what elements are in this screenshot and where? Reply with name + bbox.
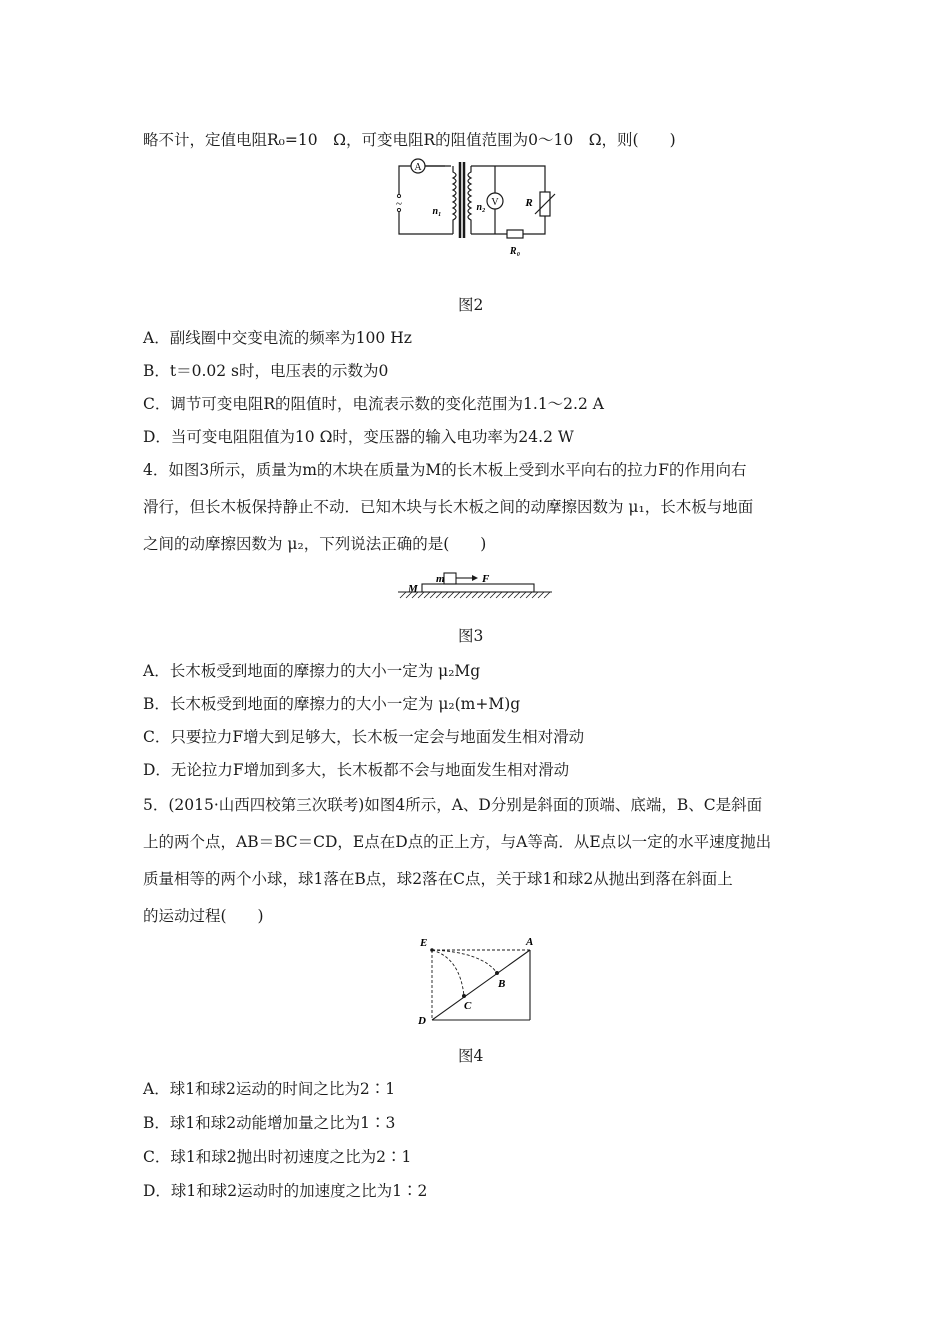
- voltmeter-label: V: [491, 197, 499, 208]
- q4-option-c: C．只要拉力F增大到足够大，长木板一定会与地面发生相对滑动: [143, 728, 585, 746]
- q4-option-a: A．长木板受到地面的摩擦力的大小一定为 μ₂Mg: [143, 662, 481, 680]
- f-label: F: [482, 573, 490, 585]
- q5-option-a: A．球1和球2运动的时间之比为2∶1: [143, 1080, 396, 1098]
- q4-option-d: D．无论拉力F增加到多大，长木板都不会与地面发生相对滑动: [143, 761, 570, 779]
- figure-2-caption: 图2: [458, 296, 484, 314]
- figure-2-circuit: [385, 158, 585, 258]
- figure-4-caption: 图4: [458, 1047, 484, 1065]
- a-label: A: [526, 936, 534, 948]
- q4-stem-line-1: 4．如图3所示，质量为m的木块在质量为M的长木板上受到水平向右的拉力F的作用向右: [143, 461, 747, 479]
- big-m-label: M: [408, 583, 418, 595]
- n1-label: n₁: [432, 206, 442, 217]
- n2-label: n₂: [476, 202, 486, 213]
- figure-4-incline: [412, 934, 552, 1034]
- ammeter-label: A: [414, 162, 422, 173]
- figure-3-caption: 图3: [458, 627, 484, 645]
- q4-stem-line-2: 滑行，但长木板保持静止不动．已知木块与长木板之间的动摩擦因数为 μ₁，长木板与地面: [143, 498, 754, 516]
- q5-option-d: D．球1和球2运动时的加速度之比为1∶2: [143, 1182, 428, 1200]
- q5-stem-line-4: 的运动过程( ): [143, 907, 264, 925]
- m-label: m: [436, 573, 445, 585]
- q5-stem-line-1: 5．(2015·山西四校第三次联考)如图4所示，A、D分别是斜面的顶端、底端，B、C是斜面: [143, 796, 763, 814]
- q3-stem-tail: 略不计，定值电阻R₀=10 Ω，可变电阻R的阻值范围为0～10 Ω，则( ): [143, 131, 676, 149]
- q3-option-d: D．当可变电阻阻值为10 Ω时，变压器的输入电功率为24.2 W: [143, 428, 574, 446]
- q5-option-c: C．球1和球2抛出时初速度之比为2∶1: [143, 1148, 412, 1166]
- d-label: D: [418, 1015, 426, 1027]
- e-label: E: [420, 937, 428, 949]
- q3-option-c: C．调节可变电阻R的阻值时，电流表示数的变化范围为1.1～2.2 A: [143, 395, 604, 413]
- q4-option-b: B．长木板受到地面的摩擦力的大小一定为 μ₂(m+M)g: [143, 695, 521, 713]
- b-label: B: [498, 978, 506, 990]
- q3-option-b: B．t＝0.02 s时，电压表的示数为0: [143, 362, 389, 380]
- q3-option-a: A．副线圈中交变电流的频率为100 Hz: [143, 329, 412, 347]
- r0-label: R₀: [509, 246, 521, 257]
- q5-stem-line-3: 质量相等的两个小球，球1落在B点，球2落在C点，关于球1和球2从抛出到落在斜面上: [143, 870, 733, 888]
- r-label: R: [525, 197, 533, 209]
- ac-source-symbol: ~: [396, 198, 402, 210]
- q5-stem-line-2: 上的两个点，AB＝BC＝CD，E点在D点的正上方，与A等高．从E点以一定的水平速度抛出: [143, 833, 772, 851]
- q4-stem-line-3: 之间的动摩擦因数为 μ₂，下列说法正确的是( ): [143, 535, 487, 553]
- c-label: C: [464, 1000, 472, 1012]
- q5-option-b: B．球1和球2动能增加量之比为1∶3: [143, 1114, 396, 1132]
- figure-3-block-board: [396, 565, 556, 605]
